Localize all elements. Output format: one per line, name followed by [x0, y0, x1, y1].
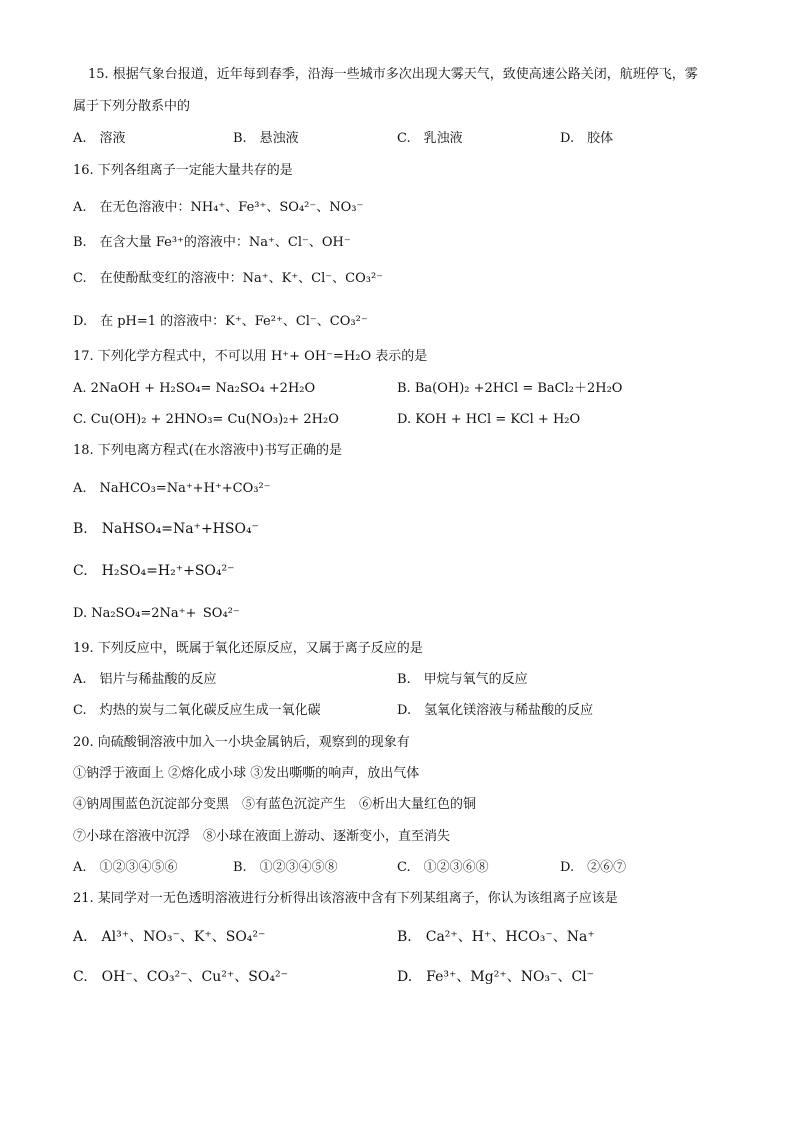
q20-facts-line3: ⑦小球在溶液中沉浮 ⑧小球在液面上游动、逐渐变小，直至消失 [73, 829, 451, 844]
q18-option-b: B. NaHSO₄=Na⁺+HSO₄⁻ [73, 521, 259, 537]
q20-option-d: D. ②⑥⑦ [560, 860, 627, 875]
q17-option-a: A. 2NaOH + H₂SO₄= Na₂SO₄ +2H₂O [73, 381, 316, 396]
q16-option-a: A. 在无色溶液中：NH₄⁺、Fe³⁺、SO₄²⁻、NO₃⁻ [73, 200, 364, 215]
q20-option-a: A. ①②③④⑤⑥ [73, 860, 178, 875]
q17-stem: 17. 下列化学方程式中，不可以用 H⁺+ OH⁻=H₂O 表示的是 [73, 349, 428, 364]
q17-option-c: C. Cu(OH)₂ + 2HNO₃= Cu(NO₃)₂+ 2H₂O [73, 412, 339, 427]
q19-option-c: C. 灼热的炭与二氧化碳反应生成一氧化碳 [73, 703, 321, 718]
q18-option-c: C. H₂SO₄=H₂⁺+SO₄²⁻ [73, 563, 235, 579]
q18-stem: 18. 下列电离方程式(在水溶液中)书写正确的是 [73, 443, 342, 458]
q17-option-d: D. KOH + HCl = KCl + H₂O [397, 412, 581, 427]
q21-stem: 21. 某同学对一无色透明溶液进行分析得出该溶液中含有下列某组离子，你认为该组离子应该是 [73, 891, 618, 906]
q15-option-a: A. 溶液 [73, 131, 126, 146]
q15-option-d: D. 胶体 [560, 131, 614, 146]
q15-stem-line1: 15. 根据气象台报道，近年每到春季，沿海一些城市多次出现大雾天气，致使高速公路关闭，航班停飞，雾 [88, 67, 698, 82]
q19-stem: 19. 下列反应中，既属于氧化还原反应，又属于离子反应的是 [73, 641, 423, 656]
q20-facts-line2: ④钠周围蓝色沉淀部分变黑 ⑤有蓝色沉淀产生 ⑥析出大量红色的铜 [73, 797, 477, 812]
q20-option-c: C. ①②③⑥⑧ [397, 860, 489, 875]
q21-option-d: D. Fe³⁺、Mg²⁺、NO₃⁻、Cl⁻ [397, 969, 595, 985]
q20-stem: 20. 向硫酸铜溶液中加入一小块金属钠后，观察到的现象有 [73, 735, 410, 750]
q15-stem-line2: 属于下列分散系中的 [73, 99, 191, 114]
q17-option-b: B. Ba(OH)₂ +2HCl = BaCl₂＋2H₂O [397, 381, 623, 396]
q21-option-a: A. Al³⁺、NO₃⁻、K⁺、SO₄²⁻ [73, 929, 266, 945]
q16-stem: 16. 下列各组离子一定能大量共存的是 [73, 163, 293, 178]
q16-option-c: C. 在使酚酞变红的溶液中：Na⁺、K⁺、Cl⁻、CO₃²⁻ [73, 271, 384, 286]
q18-option-d: D. Na₂SO₄=2Na⁺+ SO₄²⁻ [73, 606, 240, 621]
q15-option-b: B. 悬浊液 [233, 131, 299, 146]
q18-option-a: A. NaHCO₃=Na⁺+H⁺+CO₃²⁻ [73, 481, 271, 496]
q20-option-b: B. ①②③④⑤⑧ [233, 860, 338, 875]
q19-option-b: B. 甲烷与氧气的反应 [397, 672, 528, 687]
q19-option-a: A. 铝片与稀盐酸的反应 [73, 672, 217, 687]
q15-option-c: C. 乳浊液 [397, 131, 463, 146]
q19-option-d: D. 氢氧化镁溶液与稀盐酸的反应 [397, 703, 594, 718]
q20-facts-line1: ①钠浮于液面上 ②熔化成小球 ③发出嘶嘶的响声，放出气体 [73, 766, 420, 781]
q16-option-d: D. 在 pH=1 的溶液中：K⁺、Fe²⁺、Cl⁻、CO₃²⁻ [73, 314, 368, 329]
q21-option-b: B. Ca²⁺、H⁺、HCO₃⁻、Na⁺ [397, 929, 595, 945]
q21-option-c: C. OH⁻、CO₃²⁻、Cu²⁺、SO₄²⁻ [73, 969, 288, 985]
q16-option-b: B. 在含大量 Fe³⁺的溶液中：Na⁺、Cl⁻、OH⁻ [73, 235, 351, 250]
